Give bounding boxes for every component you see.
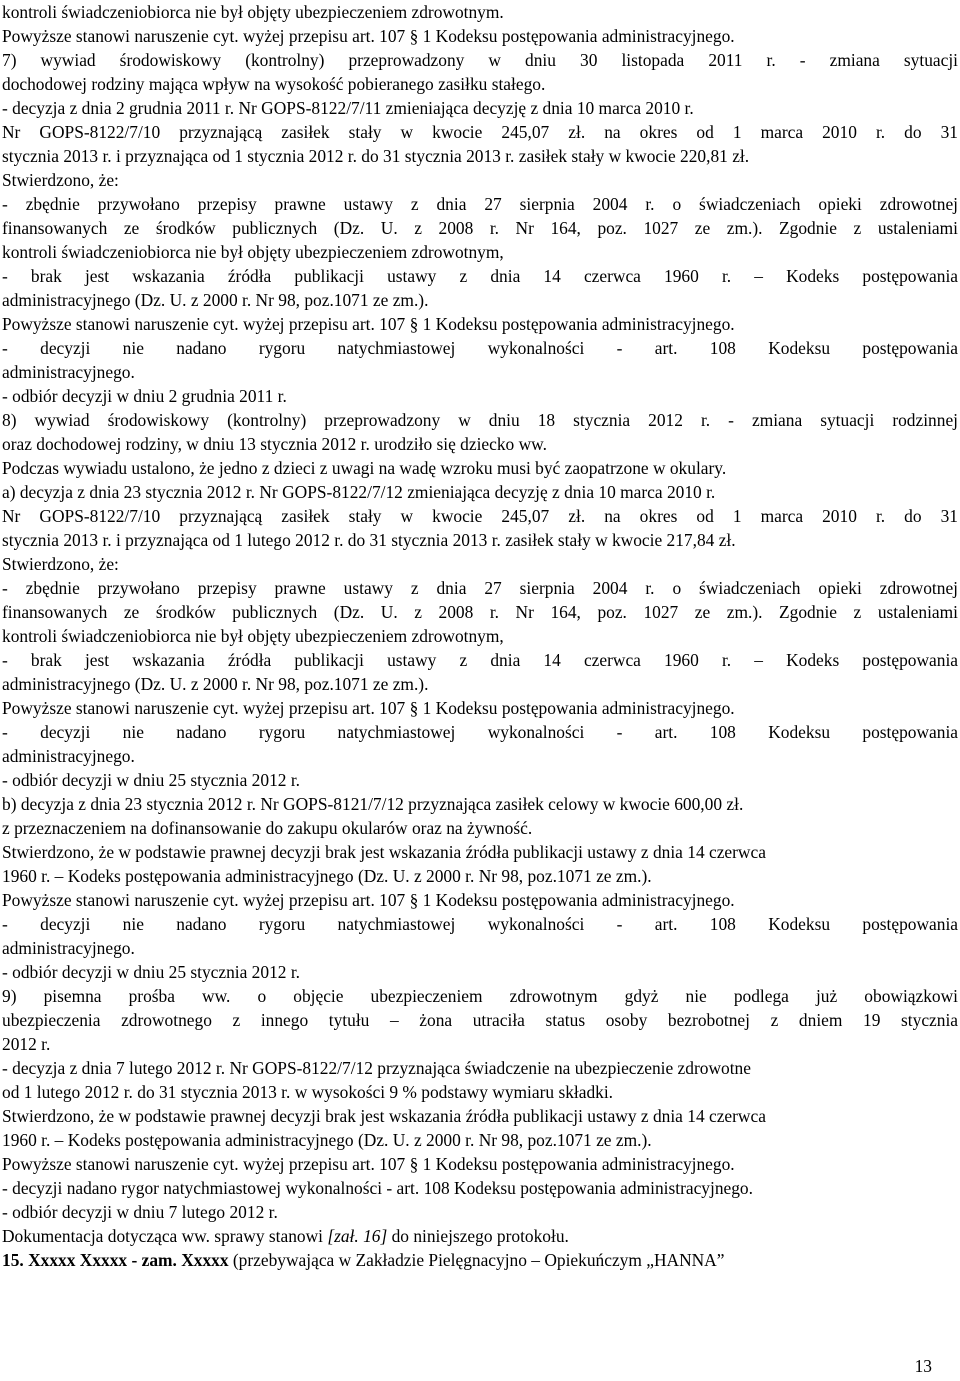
section-heading-bold: 15. Xxxxx Xxxxx - zam. Xxxxx [2, 1250, 229, 1270]
text-line: kontroli świadczeniobiorca nie był objęty ubezpieczeniem zdrowotnym. [2, 2, 504, 22]
text-line: 9) pisemna prośba ww. o objęcie ubezpieczeniem zdrowotnym gdyż nie podlega już obowiązkowi [2, 986, 958, 1006]
text-line: - zbędnie przywołano przepisy prawne ustawy z dnia 27 sierpnia 2004 r. o świadczeniach opieki zdrowotnej [2, 578, 958, 598]
text-line: - decyzji nadano rygor natychmiastowej wykonalności - art. 108 Kodeksu postępowania administracyjnego. [2, 1178, 753, 1198]
text-line: - decyzji nie nadano rygoru natychmiastowej wykonalności - art. 108 Kodeksu postępowania [2, 722, 958, 742]
text-line: 1960 r. – Kodeks postępowania administracyjnego (Dz. U. z 2000 r. Nr 98, poz.1071 ze zm.). [2, 866, 652, 886]
text-line: kontroli świadczeniobiorca nie był objęty ubezpieczeniem zdrowotnym, [2, 626, 504, 646]
attachment-reference: [zał. 16] [327, 1226, 388, 1246]
text-line: Stwierdzono, że w podstawie prawnej decyzji brak jest wskazania źródła publikacji ustawy z dnia 14 czerwca [2, 842, 766, 862]
text-line: 7) wywiad środowiskowy (kontrolny) przeprowadzony w dniu 30 listopada 2011 r. - zmiana sytuacji [2, 50, 958, 70]
text-line: - decyzja z dnia 7 lutego 2012 r. Nr GOPS-8122/7/12 przyznająca świadczenie na ubezpieczenie zdrowotne [2, 1058, 751, 1078]
text-line: - brak jest wskazania źródła publikacji ustawy z dnia 14 czerwca 1960 r. – Kodeks postępowania [2, 266, 958, 286]
text-line: Stwierdzono, że: [2, 554, 119, 574]
text-line: Powyższe stanowi naruszenie cyt. wyżej przepisu art. 107 § 1 Kodeksu postępowania administracyjnego. [2, 1154, 735, 1174]
text-line: Nr GOPS-8122/7/10 przyznającą zasiłek stały w kwocie 245,07 zł. na okres od 1 marca 2010 r. do 31 [2, 506, 958, 526]
text-line: Stwierdzono, że: [2, 170, 119, 190]
text-line: 1960 r. – Kodeks postępowania administracyjnego (Dz. U. z 2000 r. Nr 98, poz.1071 ze zm.). [2, 1130, 652, 1150]
text-line: dochodowej rodziny mająca wpływ na wysokość pobieranego zasiłku stałego. [2, 74, 546, 94]
text-line: 2012 r. [2, 1034, 51, 1054]
closing-suffix: do niniejszego protokołu. [387, 1226, 569, 1246]
text-line: Powyższe stanowi naruszenie cyt. wyżej przepisu art. 107 § 1 Kodeksu postępowania administracyjnego. [2, 314, 735, 334]
text-line: administracyjnego. [2, 746, 135, 766]
text-line: a) decyzja z dnia 23 stycznia 2012 r. Nr GOPS-8122/7/12 zmieniająca decyzję z dnia 10 marca 2010 r. [2, 482, 716, 502]
section-heading [2, 1248, 958, 1272]
text-line: - decyzja z dnia 2 grudnia 2011 r. Nr GOPS-8122/7/11 zmieniająca decyzję z dnia 10 marca 2010 r. [2, 98, 694, 118]
text-line: - odbiór decyzji w dniu 25 stycznia 2012 r. [2, 770, 300, 790]
text-line: 8) wywiad środowiskowy (kontrolny) przeprowadzony w dniu 18 stycznia 2012 r. - zmiana sytuacji rodzinnej [2, 410, 958, 430]
text-line: od 1 lutego 2012 r. do 31 stycznia 2013 r. w wysokości 9 % podstawy wymiaru składki. [2, 1082, 614, 1102]
text-line: Podczas wywiadu ustalono, że jedno z dzieci z uwagi na wadę wzroku musi być zaopatrzone w okulary. [2, 458, 727, 478]
text-line: administracyjnego (Dz. U. z 2000 r. Nr 98, poz.1071 ze zm.). [2, 674, 429, 694]
text-line: - odbiór decyzji w dniu 2 grudnia 2011 r. [2, 386, 287, 406]
text-line: - decyzji nie nadano rygoru natychmiastowej wykonalności - art. 108 Kodeksu postępowania [2, 338, 958, 358]
text-line: - decyzji nie nadano rygoru natychmiastowej wykonalności - art. 108 Kodeksu postępowania [2, 914, 958, 934]
section-heading-rest: (przebywająca w Zakładzie Pielęgnacyjno – Opiekuńczym „HANNA” [228, 1250, 725, 1270]
text-line: stycznia 2013 r. i przyznająca od 1 stycznia 2012 r. do 31 stycznia 2013 r. zasiłek stały w kwocie 220,81 zł. [2, 146, 750, 166]
closing-prefix: Dokumentacja dotycząca ww. sprawy stanowi [2, 1226, 328, 1246]
text-line: administracyjnego (Dz. U. z 2000 r. Nr 98, poz.1071 ze zm.). [2, 290, 429, 310]
text-line: - brak jest wskazania źródła publikacji ustawy z dnia 14 czerwca 1960 r. – Kodeks postępowania [2, 650, 958, 670]
text-line: Powyższe stanowi naruszenie cyt. wyżej przepisu art. 107 § 1 Kodeksu postępowania administracyjnego. [2, 890, 735, 910]
text-line: Powyższe stanowi naruszenie cyt. wyżej przepisu art. 107 § 1 Kodeksu postępowania administracyjnego. [2, 26, 735, 46]
closing-note [2, 1224, 958, 1248]
text-line: Powyższe stanowi naruszenie cyt. wyżej przepisu art. 107 § 1 Kodeksu postępowania administracyjnego. [2, 698, 735, 718]
text-line: Nr GOPS-8122/7/10 przyznającą zasiłek stały w kwocie 245,07 zł. na okres od 1 marca 2010 r. do 31 [2, 122, 958, 142]
text-line: finansowanych ze środków publicznych (Dz. U. z 2008 r. Nr 164, poz. 1027 ze zm.). Zgodnie z ustaleniami [2, 218, 958, 238]
text-line: z przeznaczeniem na dofinansowanie do zakupu okularów oraz na żywność. [2, 818, 533, 838]
text-line: ubezpieczenia zdrowotnego z innego tytułu – żona utraciła status osoby bezrobotnej z dniem 19 stycznia [2, 1010, 958, 1030]
text-line: oraz dochodowej rodziny, w dniu 13 stycznia 2012 r. urodziło się dziecko ww. [2, 434, 547, 454]
text-line: b) decyzja z dnia 23 stycznia 2012 r. Nr GOPS-8121/7/12 przyznająca zasiłek celowy w kwocie 600,00 zł. [2, 794, 744, 814]
page-number: 13 [914, 1356, 932, 1376]
text-line: - zbędnie przywołano przepisy prawne ustawy z dnia 27 sierpnia 2004 r. o świadczeniach opieki zdrowotnej [2, 194, 958, 214]
text-line: administracyjnego. [2, 362, 135, 382]
text-line: - odbiór decyzji w dniu 7 lutego 2012 r. [2, 1202, 278, 1222]
text-line: kontroli świadczeniobiorca nie był objęty ubezpieczeniem zdrowotnym, [2, 242, 504, 262]
text-line: Stwierdzono, że w podstawie prawnej decyzji brak jest wskazania źródła publikacji ustawy z dnia 14 czerwca [2, 1106, 766, 1126]
text-line: finansowanych ze środków publicznych (Dz. U. z 2008 r. Nr 164, poz. 1027 ze zm.). Zgodnie z ustaleniami [2, 602, 958, 622]
text-line: - odbiór decyzji w dniu 25 stycznia 2012 r. [2, 962, 300, 982]
text-line: stycznia 2013 r. i przyznająca od 1 lutego 2012 r. do 31 stycznia 2013 r. zasiłek stały w kwocie 217,84 zł. [2, 530, 736, 550]
text-line: administracyjnego. [2, 938, 135, 958]
